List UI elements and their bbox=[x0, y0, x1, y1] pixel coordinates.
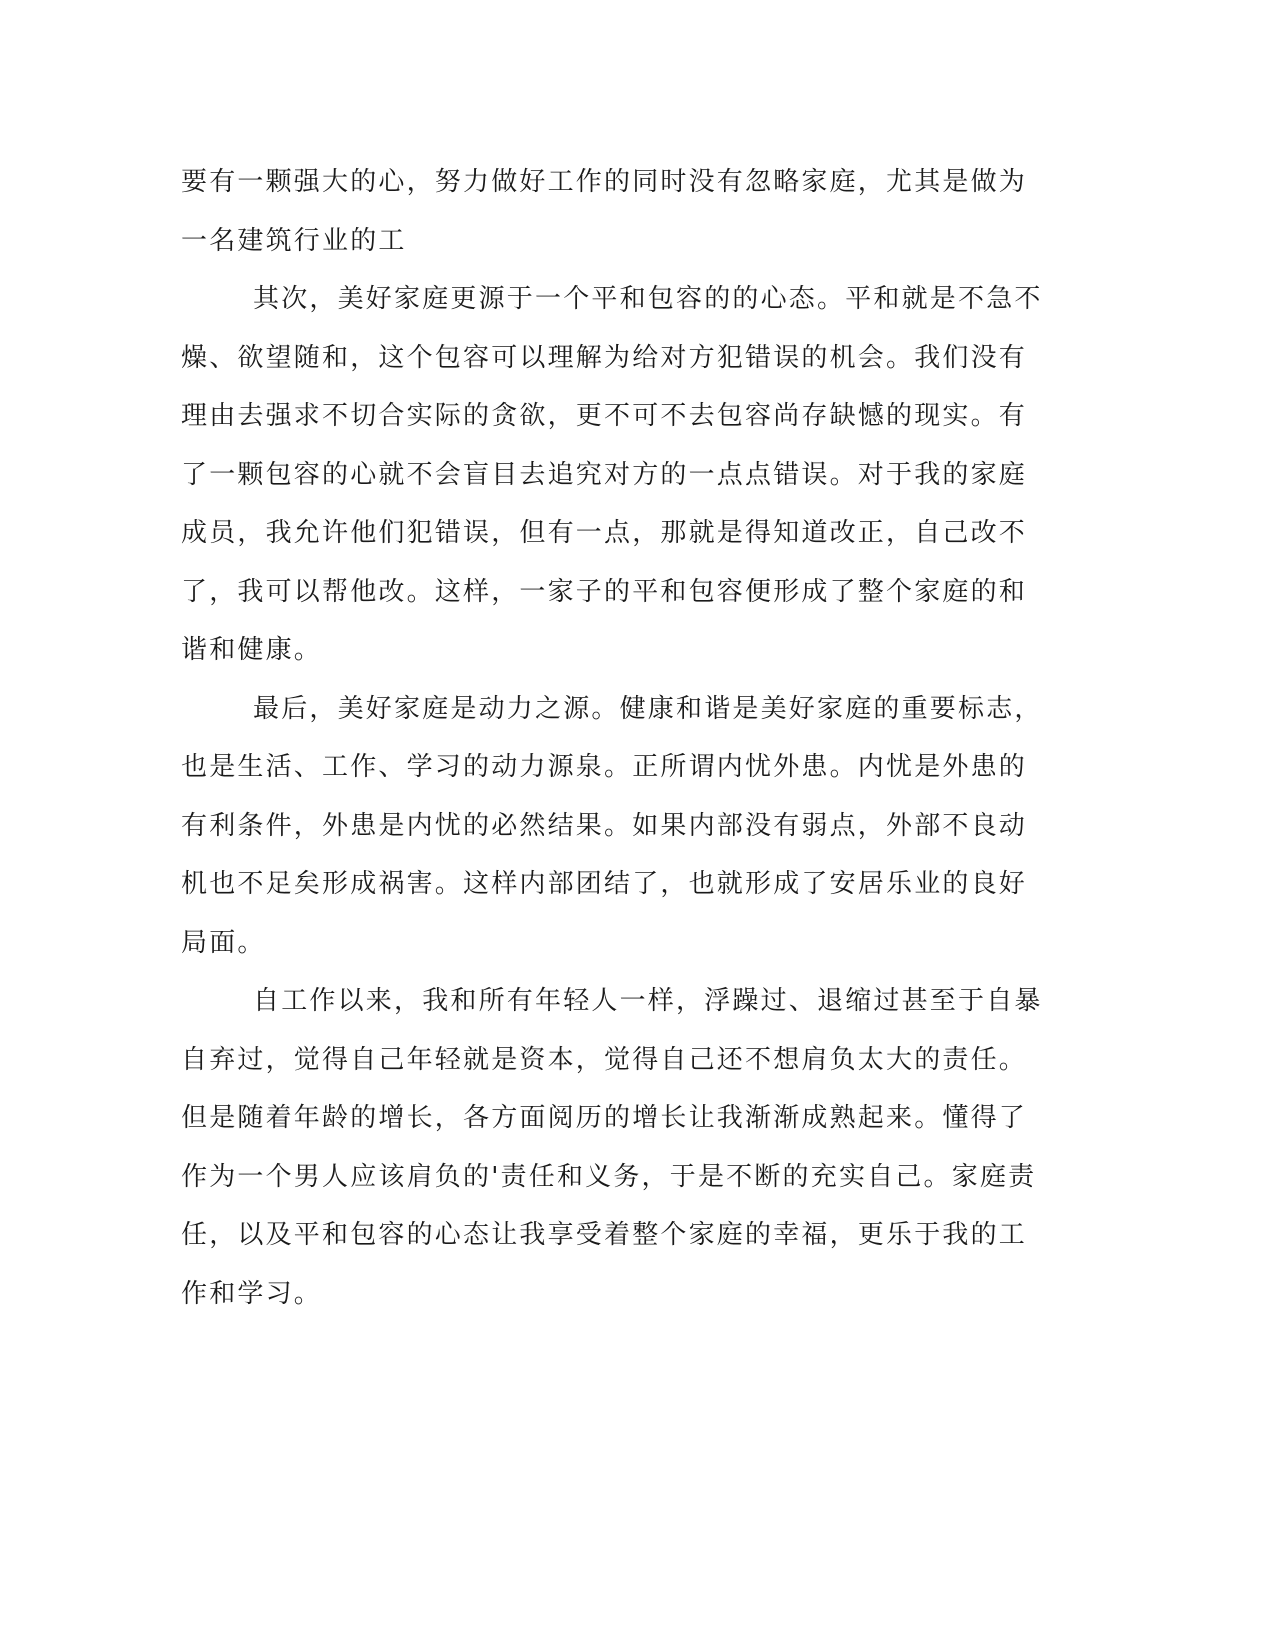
text-line: 要有一颗强大的心，努力做好工作的同时没有忽略家庭，尤其是做为 bbox=[181, 167, 1028, 197]
text-line: 谐和健康。 bbox=[181, 635, 323, 665]
text-line: 成员，我允许他们犯错误，但有一点，那就是得知道改正，自己改不 bbox=[181, 518, 1028, 548]
text-line: 一名建筑行业的工 bbox=[181, 226, 407, 256]
text-line: 了，我可以帮他改。这样，一家子的平和包容便形成了整个家庭的和 bbox=[181, 577, 1028, 607]
text-line: 作为一个男人应该肩负的'责任和义务，于是不断的充实自己。家庭责 bbox=[181, 1162, 1037, 1192]
text-line: 局面。 bbox=[181, 928, 266, 958]
text-line: 理由去强求不切合实际的贪欲，更不可不去包容尚存缺憾的现实。有 bbox=[181, 401, 1028, 431]
text-line: 机也不足矣形成祸害。这样内部团结了，也就形成了安居乐业的良好 bbox=[181, 869, 1028, 899]
paragraph-start-line: 其次，美好家庭更源于一个平和包容的的心态。平和就是不急不 bbox=[253, 284, 1043, 314]
text-line: 有利条件，外患是内忧的必然结果。如果内部没有弱点，外部不良动 bbox=[181, 811, 1028, 841]
text-line: 任，以及平和包容的心态让我享受着整个家庭的幸福，更乐于我的工 bbox=[181, 1220, 1028, 1250]
text-line: 了一颗包容的心就不会盲目去追究对方的一点点错误。对于我的家庭 bbox=[181, 460, 1028, 490]
text-line: 作和学习。 bbox=[181, 1279, 323, 1309]
text-line: 但是随着年龄的增长，各方面阅历的增长让我渐渐成熟起来。懂得了 bbox=[181, 1103, 1028, 1133]
paragraph-start-line: 最后，美好家庭是动力之源。健康和谐是美好家庭的重要标志， bbox=[253, 694, 1043, 724]
text-line: 也是生活、工作、学习的动力源泉。正所谓内忧外患。内忧是外患的 bbox=[181, 752, 1028, 782]
paragraph-start-line: 自工作以来，我和所有年轻人一样，浮躁过、退缩过甚至于自暴 bbox=[253, 986, 1043, 1016]
text-line: 燥、欲望随和，这个包容可以理解为给对方犯错误的机会。我们没有 bbox=[181, 343, 1028, 373]
text-line: 自弃过，觉得自己年轻就是资本，觉得自己还不想肩负太大的责任。 bbox=[181, 1045, 1028, 1075]
